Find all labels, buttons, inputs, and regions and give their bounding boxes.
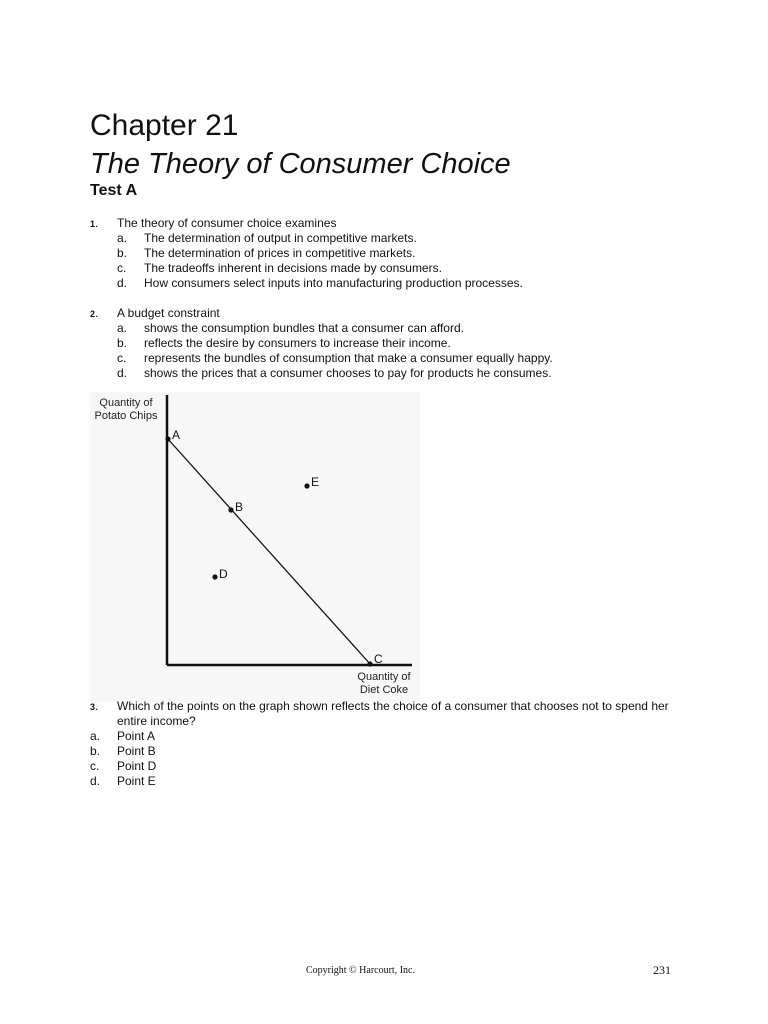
- option-c: c. represents the bundles of consumption that make a consumer equally happy.: [117, 351, 553, 365]
- point-a-label: A: [172, 428, 181, 442]
- graph-background: [90, 392, 420, 702]
- option-d: d. Point E: [90, 774, 156, 788]
- question-number: 2.: [90, 306, 99, 320]
- point-e-label: E: [311, 475, 320, 489]
- question-stem: A budget constraint: [117, 306, 220, 320]
- point-a-dot: [165, 436, 170, 441]
- x-axis-label-line2: Diet Coke: [359, 684, 409, 696]
- option-a: a. The determination of output in competitive markets.: [117, 231, 417, 245]
- question-stem: The theory of consumer choice examines: [117, 216, 337, 230]
- option-b: b. The determination of prices in competitive markets.: [117, 246, 416, 260]
- option-b: b. reflects the desire by consumers to increase their income.: [117, 336, 451, 350]
- y-axis-label-line1: Quantity of: [99, 397, 153, 409]
- graph-svg: [90, 392, 420, 702]
- question-1: [90, 216, 690, 291]
- budget-constraint-graph: [90, 392, 420, 702]
- question-number: 1.: [90, 216, 99, 230]
- option-c: c. Point D: [90, 759, 157, 773]
- question-stem: Which of the points on the graph shown reflects the choice of a consumer that chooses not to spend her entire income?: [117, 699, 669, 728]
- y-axis-label-line2: Potato Chips: [94, 410, 158, 422]
- option-a: a. Point A: [90, 729, 156, 743]
- point-e-dot: [304, 483, 309, 488]
- page-number: 231: [653, 963, 671, 977]
- question-3: [90, 699, 680, 789]
- question-number: 3.: [90, 699, 99, 713]
- point-d-dot: [212, 574, 217, 579]
- option-d: d. shows the prices that a consumer chooses to pay for products he consumes.: [117, 366, 552, 380]
- point-d-label: D: [219, 567, 228, 581]
- point-c-label: C: [374, 652, 383, 666]
- point-c-dot: [367, 661, 372, 666]
- question-2: [90, 306, 690, 381]
- option-c: c. The tradeoffs inherent in decisions made by consumers.: [117, 261, 442, 275]
- point-b-dot: [228, 507, 233, 512]
- point-b-label: B: [235, 500, 244, 514]
- option-d: d. How consumers select inputs into manufacturing production processes.: [117, 276, 523, 290]
- chapter-title: The Theory of Consumer Choice: [90, 148, 511, 180]
- copyright-notice: Copyright © Harcourt, Inc.: [306, 965, 415, 976]
- x-axis-label-line1: Quantity of: [357, 671, 411, 683]
- chapter-heading: Chapter 21: [90, 109, 239, 142]
- test-label: Test A: [90, 182, 138, 199]
- option-b: b. Point B: [90, 744, 156, 758]
- option-a: a. shows the consumption bundles that a consumer can afford.: [117, 321, 464, 335]
